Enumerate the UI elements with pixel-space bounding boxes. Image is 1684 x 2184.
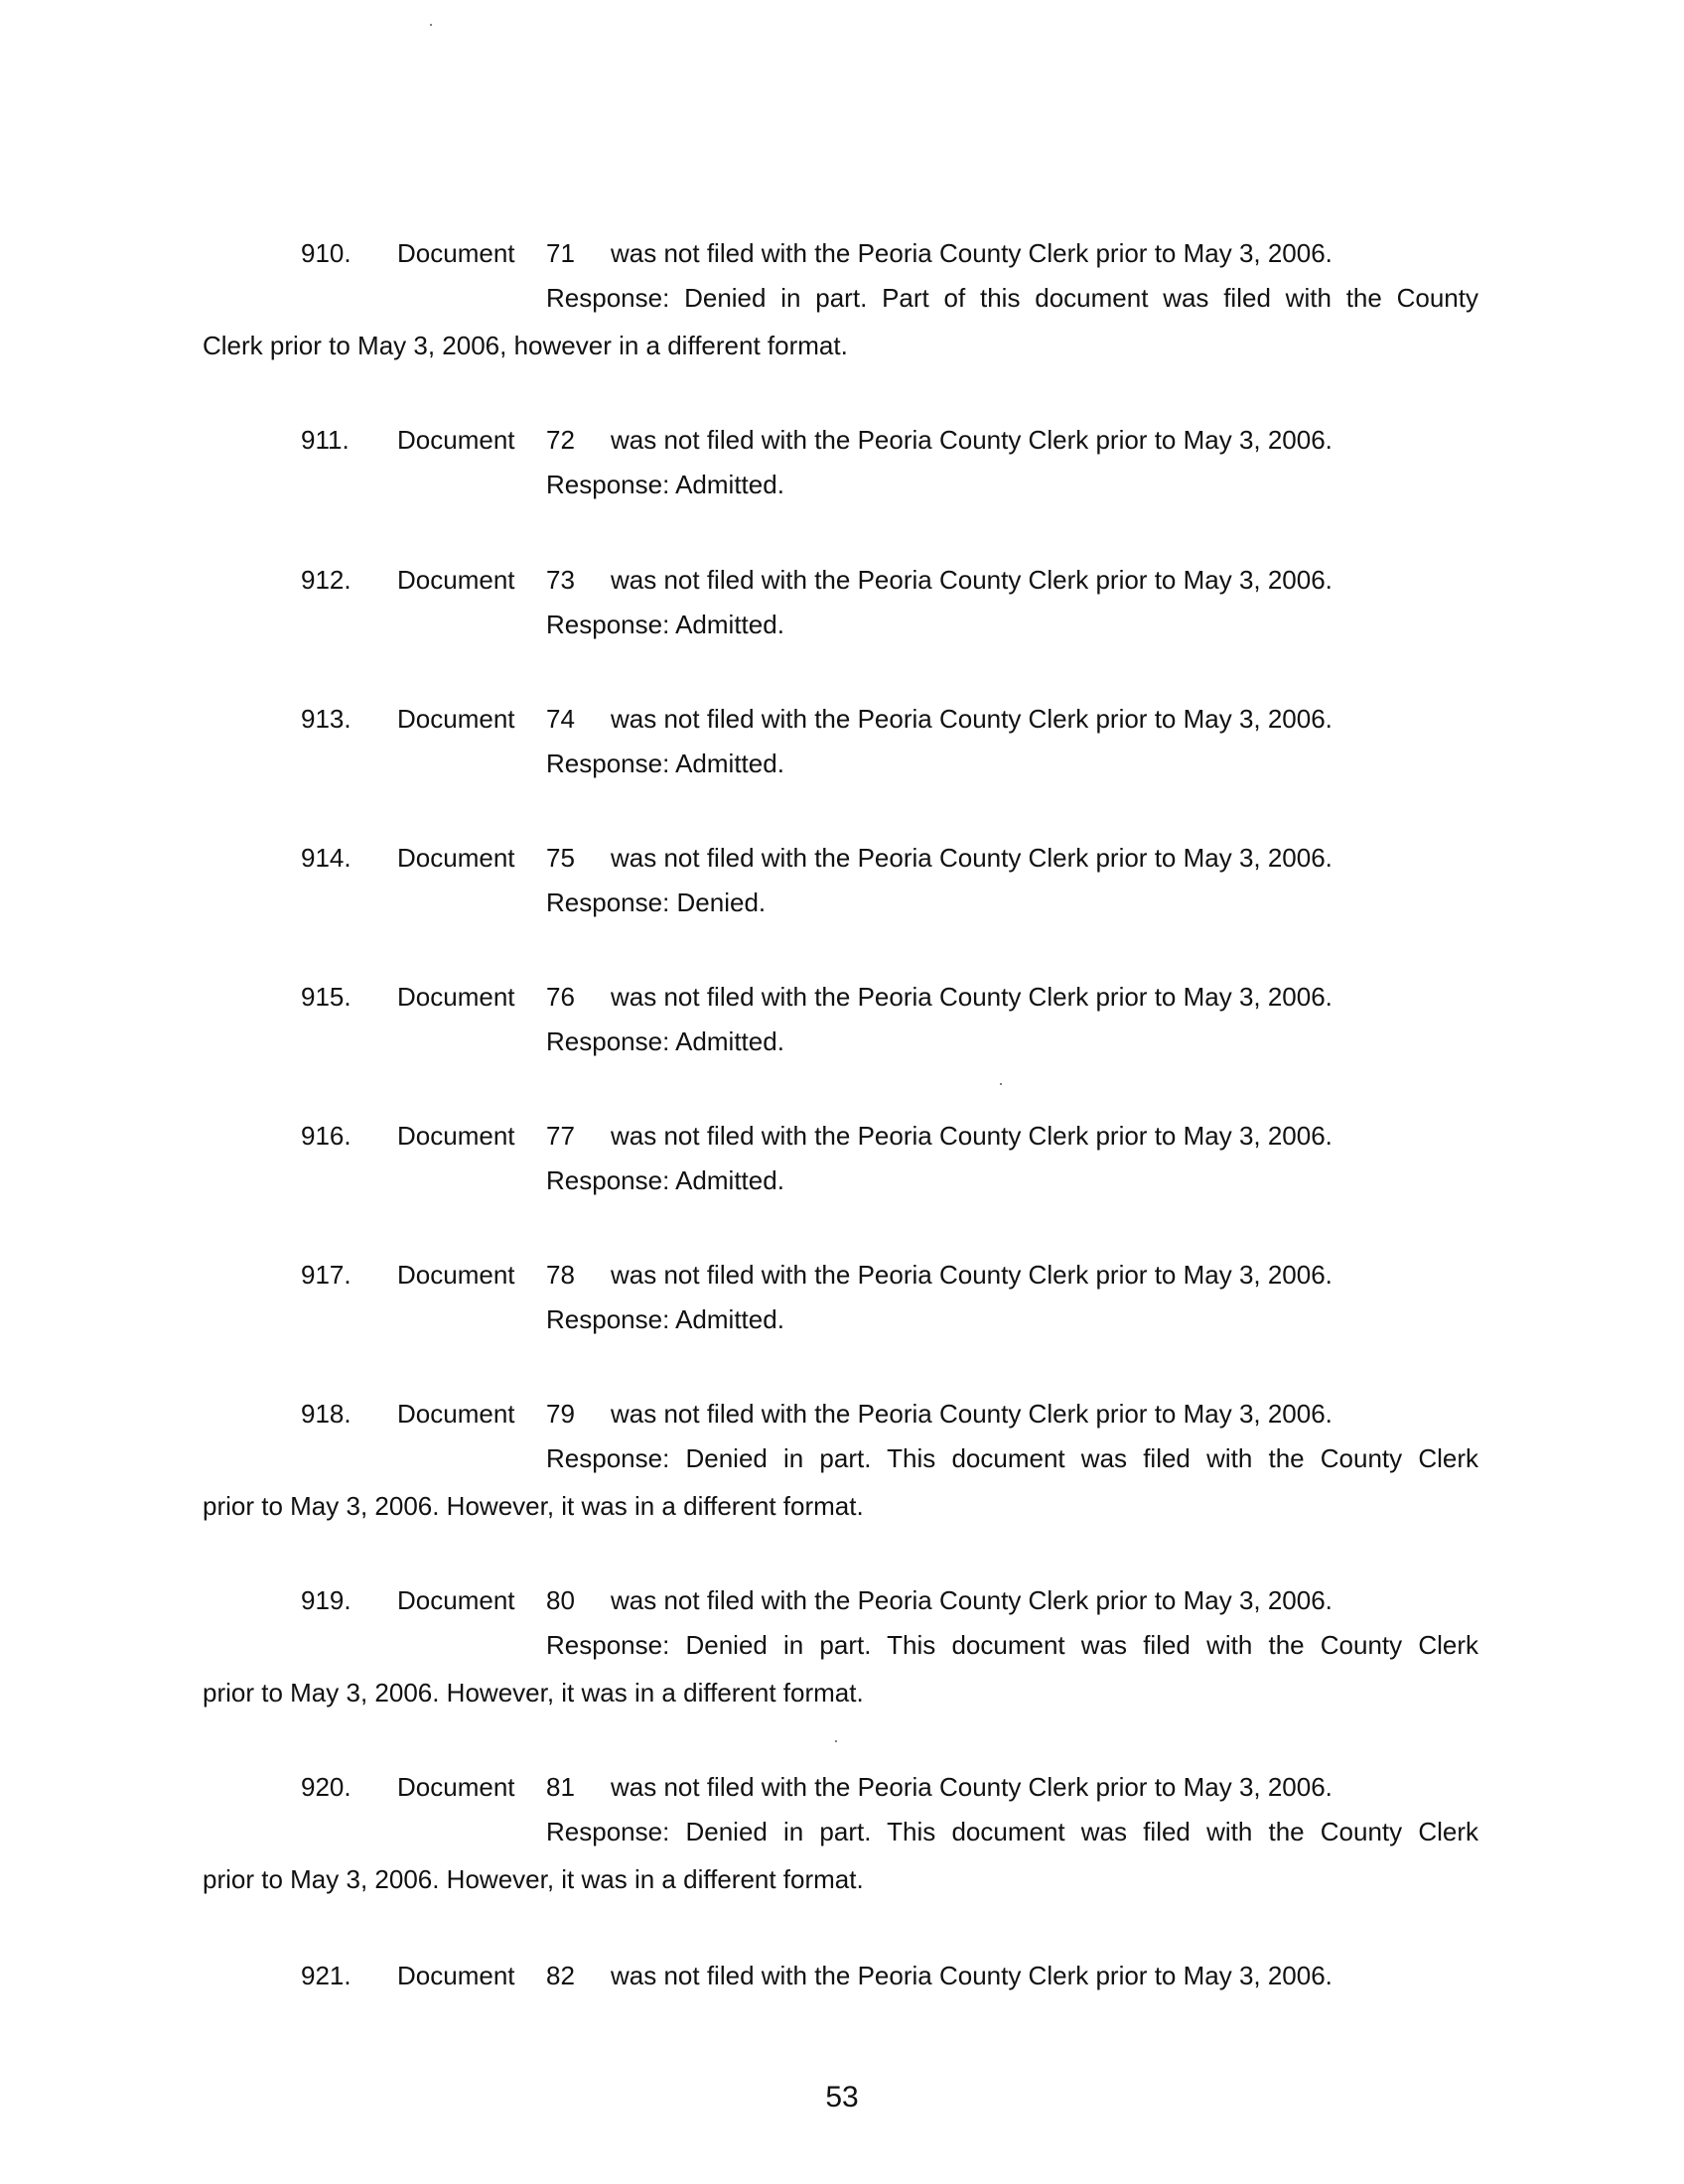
document-label: Document (397, 565, 515, 595)
item-number: 914. (301, 843, 351, 873)
document-label: Document (397, 1772, 515, 1802)
statement-text: was not filed with the Peoria County Clerk prior to May 3, 2006. (611, 1260, 1333, 1290)
response-text: Response: Admitted. (546, 1026, 784, 1056)
response-text: Response: Denied in part. Part of this document was filed with the County (546, 283, 1478, 313)
statement-text: was not filed with the Peoria County Clerk prior to May 3, 2006. (611, 1121, 1333, 1151)
item-number: 919. (301, 1585, 351, 1615)
item-number: 920. (301, 1772, 351, 1802)
document-number: 73 (546, 565, 575, 595)
document-number: 72 (546, 425, 575, 455)
statement-text: was not filed with the Peoria County Clerk prior to May 3, 2006. (611, 843, 1333, 873)
response-text: Response: Denied in part. This document was filed with the County Clerk (546, 1443, 1478, 1473)
document-number: 74 (546, 704, 575, 734)
statement-text: was not filed with the Peoria County Clerk prior to May 3, 2006. (611, 425, 1333, 455)
scan-speck (430, 24, 432, 26)
scan-speck (835, 1740, 837, 1742)
item-number: 921. (301, 1961, 351, 1990)
response-text: Response: Admitted. (546, 1304, 784, 1334)
document-number: 75 (546, 843, 575, 873)
item-number: 913. (301, 704, 351, 734)
document-number: 71 (546, 238, 575, 268)
response-continuation: prior to May 3, 2006. However, it was in a different format. (203, 1864, 864, 1894)
response-text: Response: Denied in part. This document was filed with the County Clerk (546, 1630, 1478, 1660)
scan-speck (1000, 1083, 1002, 1085)
item-number: 917. (301, 1260, 351, 1290)
item-number: 918. (301, 1399, 351, 1429)
item-number: 911. (301, 425, 350, 455)
response-text: Response: Denied in part. This document was filed with the County Clerk (546, 1817, 1478, 1846)
document-label: Document (397, 1399, 515, 1429)
response-text: Response: Admitted. (546, 1165, 784, 1195)
statement-text: was not filed with the Peoria County Clerk prior to May 3, 2006. (611, 704, 1333, 734)
statement-text: was not filed with the Peoria County Clerk prior to May 3, 2006. (611, 1772, 1333, 1802)
page-number: 53 (825, 2081, 859, 2114)
statement-text: was not filed with the Peoria County Clerk prior to May 3, 2006. (611, 238, 1333, 268)
response-continuation: prior to May 3, 2006. However, it was in a different format. (203, 1678, 864, 1707)
document-number: 82 (546, 1961, 575, 1990)
response-text: Response: Admitted. (546, 610, 784, 639)
response-continuation: Clerk prior to May 3, 2006, however in a different format. (203, 331, 848, 360)
statement-text: was not filed with the Peoria County Clerk prior to May 3, 2006. (611, 1585, 1333, 1615)
response-text: Response: Admitted. (546, 749, 784, 778)
document-number: 79 (546, 1399, 575, 1429)
document-label: Document (397, 238, 515, 268)
document-label: Document (397, 1260, 515, 1290)
item-number: 916. (301, 1121, 351, 1151)
item-number: 912. (301, 565, 351, 595)
document-label: Document (397, 843, 515, 873)
item-number: 910. (301, 238, 351, 268)
document-label: Document (397, 704, 515, 734)
response-text: Response: Admitted. (546, 470, 784, 499)
document-number: 80 (546, 1585, 575, 1615)
response-text: Response: Denied. (546, 887, 767, 917)
document-number: 81 (546, 1772, 575, 1802)
item-number: 915. (301, 982, 351, 1012)
statement-text: was not filed with the Peoria County Clerk prior to May 3, 2006. (611, 982, 1333, 1012)
document-label: Document (397, 1121, 515, 1151)
document-number: 77 (546, 1121, 575, 1151)
document-number: 76 (546, 982, 575, 1012)
statement-text: was not filed with the Peoria County Clerk prior to May 3, 2006. (611, 565, 1333, 595)
document-number: 78 (546, 1260, 575, 1290)
statement-text: was not filed with the Peoria County Clerk prior to May 3, 2006. (611, 1399, 1333, 1429)
document-label: Document (397, 425, 515, 455)
response-continuation: prior to May 3, 2006. However, it was in a different format. (203, 1491, 864, 1521)
document-label: Document (397, 1585, 515, 1615)
document-label: Document (397, 982, 515, 1012)
statement-text: was not filed with the Peoria County Clerk prior to May 3, 2006. (611, 1961, 1333, 1990)
document-label: Document (397, 1961, 515, 1990)
